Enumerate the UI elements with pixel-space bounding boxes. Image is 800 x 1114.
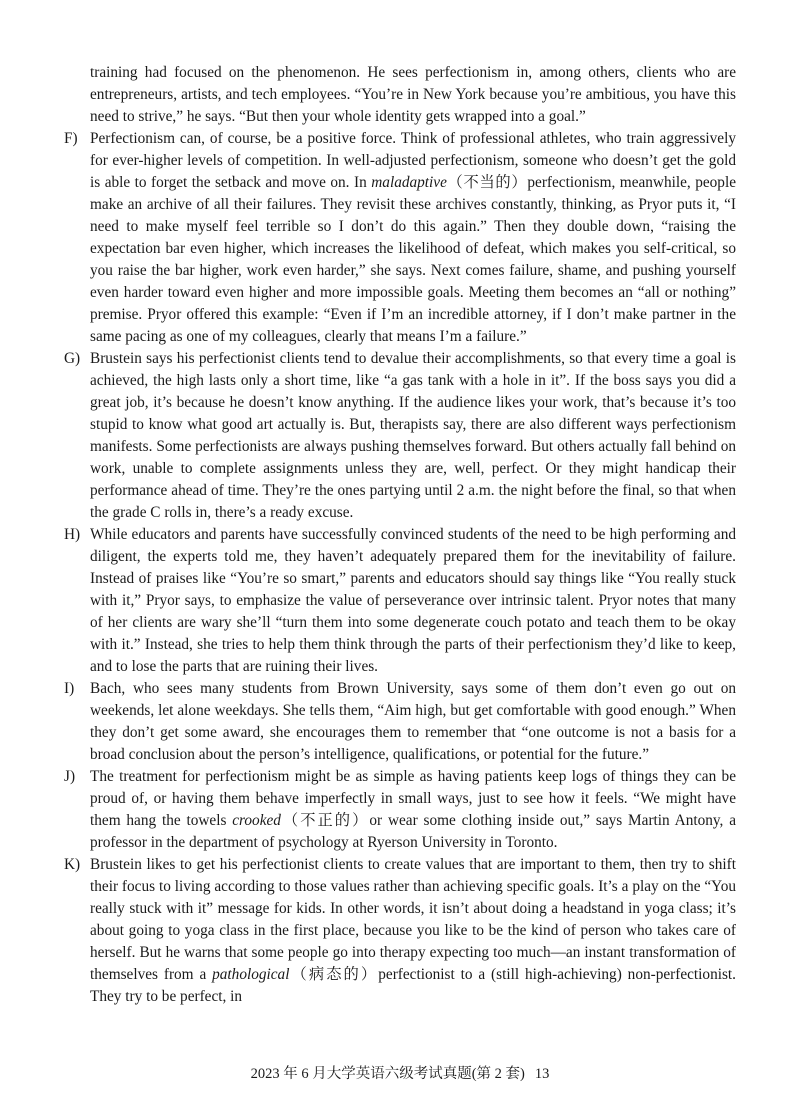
paragraph-letter: H) (64, 526, 81, 543)
paragraph-f (64, 128, 736, 348)
paragraph-letter: J) (64, 768, 76, 785)
page-number: 13 (534, 1066, 550, 1082)
paragraph-text: While educators and parents have successfully convinced students of the need to be high performing and diligent, the experts told me, they haven’t adequately prepared them for the inevitability of failure. Instead of praises like “You’re so smart,” parents and educators should say things like “You really stuck with it,” Pryor says, to emphasize the value of perseverance over intrinsic talent. Pryor notes that many of her clients are wary she’ll “turn them into some degenerate couch potato and teach them to be okay with it.” Instead, she tries to help them think through the parts of their perfectionism they’d like to keep, and to lose the parts that are ruining their lives. (90, 526, 736, 675)
page-footer (0, 1062, 800, 1083)
paragraph-h (64, 524, 736, 678)
chinese-gloss: （不当的） (446, 174, 528, 191)
paragraph-text: Brustein likes to get his perfectionist clients to create values that are important to them, then try to shift their focus to living according to those values rather than achieving specific goals. It’s a play on the “You really stuck with it” message for kids. In other words, it isn’t about doing a headstand in yoga class; it’s about going to yoga class in the first place, because you like to be the kind of person who takes care of herself. But he warns that some people go into therapy expecting too much—an instant transformation of themselves from a (90, 856, 736, 983)
paragraph-letter: I) (64, 680, 75, 697)
paragraph-list (64, 128, 736, 1008)
glossed-term: pathological (212, 966, 290, 983)
paragraph-text: Bach, who sees many students from Brown University, says some of them don’t even go out on weekends, let alone weekdays. She tells them, “Aim high, but get comfortable with good enough.” When they don’t get some award, she encourages them to remember that “one outcome is not a basis for a broad conclusion about the person’s intelligence, qualifications, or potential for the future.” (90, 680, 736, 763)
paragraph-text-continued: perfectionism, meanwhile, people make an archive of all their failures. They revisit these archives constantly, thinking, as Pryor puts it, “I need to make myself feel terrible so I don’t do this again.” Then they double down, “raising the expectation bar even higher, which increases the likelihood of defeat, which makes you self-critical, so you raise the bar higher, work even harder,” she says. Next comes failure, shame, and pushing yourself even harder toward even higher and more impossible goals. Meeting them becomes an “all or nothing” premise. Pryor offered this example: “Even if I’m an incredible attorney, if I don’t make partner in the same pacing as one of my colleagues, clearly that means I’m a failure.” (90, 174, 736, 345)
paragraph-text: The treatment for perfectionism might be as simple as having patients keep logs of things they can be proud of, or having them behave imperfectly in small ways, just to see how it feels. “We might have them hang the towels (90, 768, 736, 829)
paragraph-text: Perfectionism can, of course, be a positive force. Think of professional athletes, who train aggressively for ever-higher levels of competition. In well-adjusted perfectionism, someone who doesn’t get the gold is able to forget the setback and move on. In (90, 130, 736, 191)
glossed-term: crooked (232, 812, 281, 829)
paragraph-letter: G) (64, 350, 81, 367)
paragraph-text-continued: perfectionist to a (still high-achieving) non-perfectionist. They try to be perfect, in (90, 966, 736, 1005)
paragraph-g (64, 348, 736, 524)
intro-paragraph: training had focused on the phenomenon. He sees perfectionism in, among others, clients who are entrepreneurs, artists, and tech employees. “You’re in New York because you’re ambitious, you have this need to strive,” he says. “But then your whole identity gets wrapped into a goal.” (90, 64, 736, 125)
paragraph-j (64, 766, 736, 854)
paragraph-k (64, 854, 736, 1008)
paragraph-letter: K) (64, 856, 81, 873)
paragraph-text: Brustein says his perfectionist clients tend to devalue their accomplishments, so that every time a goal is achieved, the high lasts only a short time, like “a gas tank with a hole in it”. If the boss says you did a great job, it’s because he doesn’t know anything. If the audience likes your work, that’s because it’s too stupid to know what good art actually is. But, therapists say, there are also different ways perfectionism manifests. Some perfectionists are always pushing themselves forward. But others actually fall behind on work, unable to complete assignments unless they are, well, perfect. Or they might handicap their performance ahead of time. They’re the ones partying until 2 a.m. the night before the final, so that when the grade C rolls in, there’s a ready excuse. (90, 350, 736, 521)
paragraph-i (64, 678, 736, 766)
chinese-gloss: （不正的） (280, 812, 370, 829)
chinese-gloss: （病态的） (289, 966, 379, 983)
paragraph-text-continued: or wear some clothing inside out,” says Martin Antony, a professor in the department of psychology at Ryerson University in Toronto. (90, 812, 736, 851)
paragraph-letter: F) (64, 130, 78, 147)
glossed-term: maladaptive (371, 174, 447, 191)
footer-title: 2023 年 6 月大学英语六级考试真题(第 2 套) (250, 1066, 525, 1082)
